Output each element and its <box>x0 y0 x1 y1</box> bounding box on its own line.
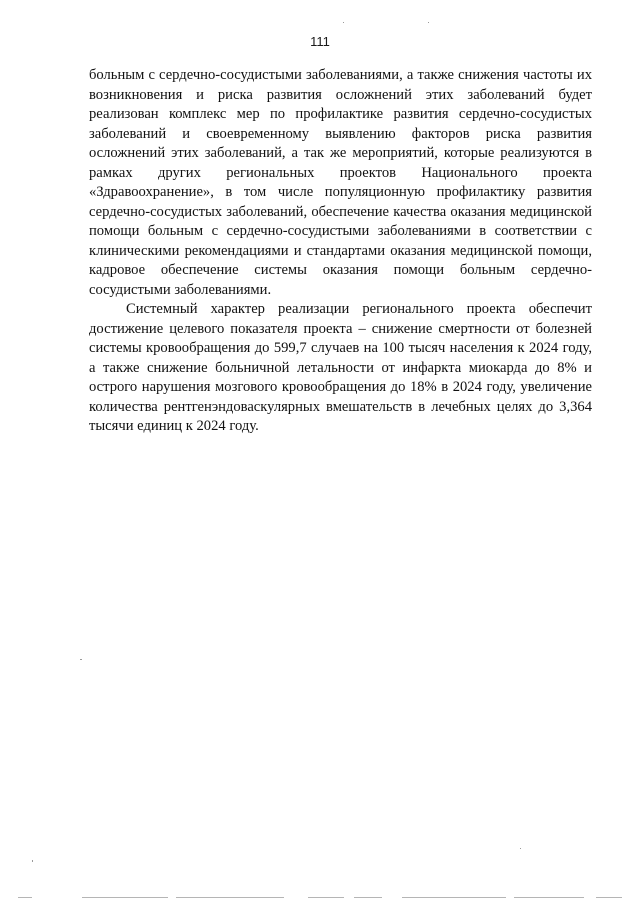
body-text <box>89 66 592 437</box>
scan-speck <box>428 22 429 23</box>
scan-speck <box>32 860 33 862</box>
scan-speck <box>520 848 521 849</box>
paragraph-continuation: больным с сердечно-сосудистыми заболеваниями, а также снижения частоты их возникновения и риска развития осложнений этих заболеваний будет реализован комплекс мер по профилактике развития сердечно-сосудистых заболеваний и своевременному выявлению факторов риска развития осложнений этих заболеваний, а так же мероприятий, которые реализуются в рамках других региональных проектов Национального проекта «Здравоохранение», в том числе популяционную профилактику развития сердечно-сосудистых заболеваний, обеспечение качества оказания медицинской помощи больным с сердечно-сосудистыми заболеваниями в соответствии с клиническими рекомендациями и стандартами оказания медицинской помощи, кадровое обеспечение системы оказания помощи больным сердечно-сосудистыми заболеваниями. <box>89 67 592 298</box>
paragraph-system-character: Системный характер реализации регионального проекта обеспечит достижение целевого показателя проекта – снижение смертности от болезней системы кровообращения до 599,7 случаев на 100 тысяч населения к 2024 году, а также снижение больничной летальности от инфаркта миокарда до 8% и острого нарушения мозгового кровообращения до 18% в 2024 году, увеличение количества рентгенэндоваскулярных вмешательств в лечебных целях до 3,364 тысячи единиц к 2024 году. <box>89 301 592 434</box>
scan-speck <box>80 659 82 660</box>
scan-footer-line <box>18 897 622 898</box>
page-number: 111 <box>310 34 330 49</box>
scan-speck <box>343 22 344 23</box>
